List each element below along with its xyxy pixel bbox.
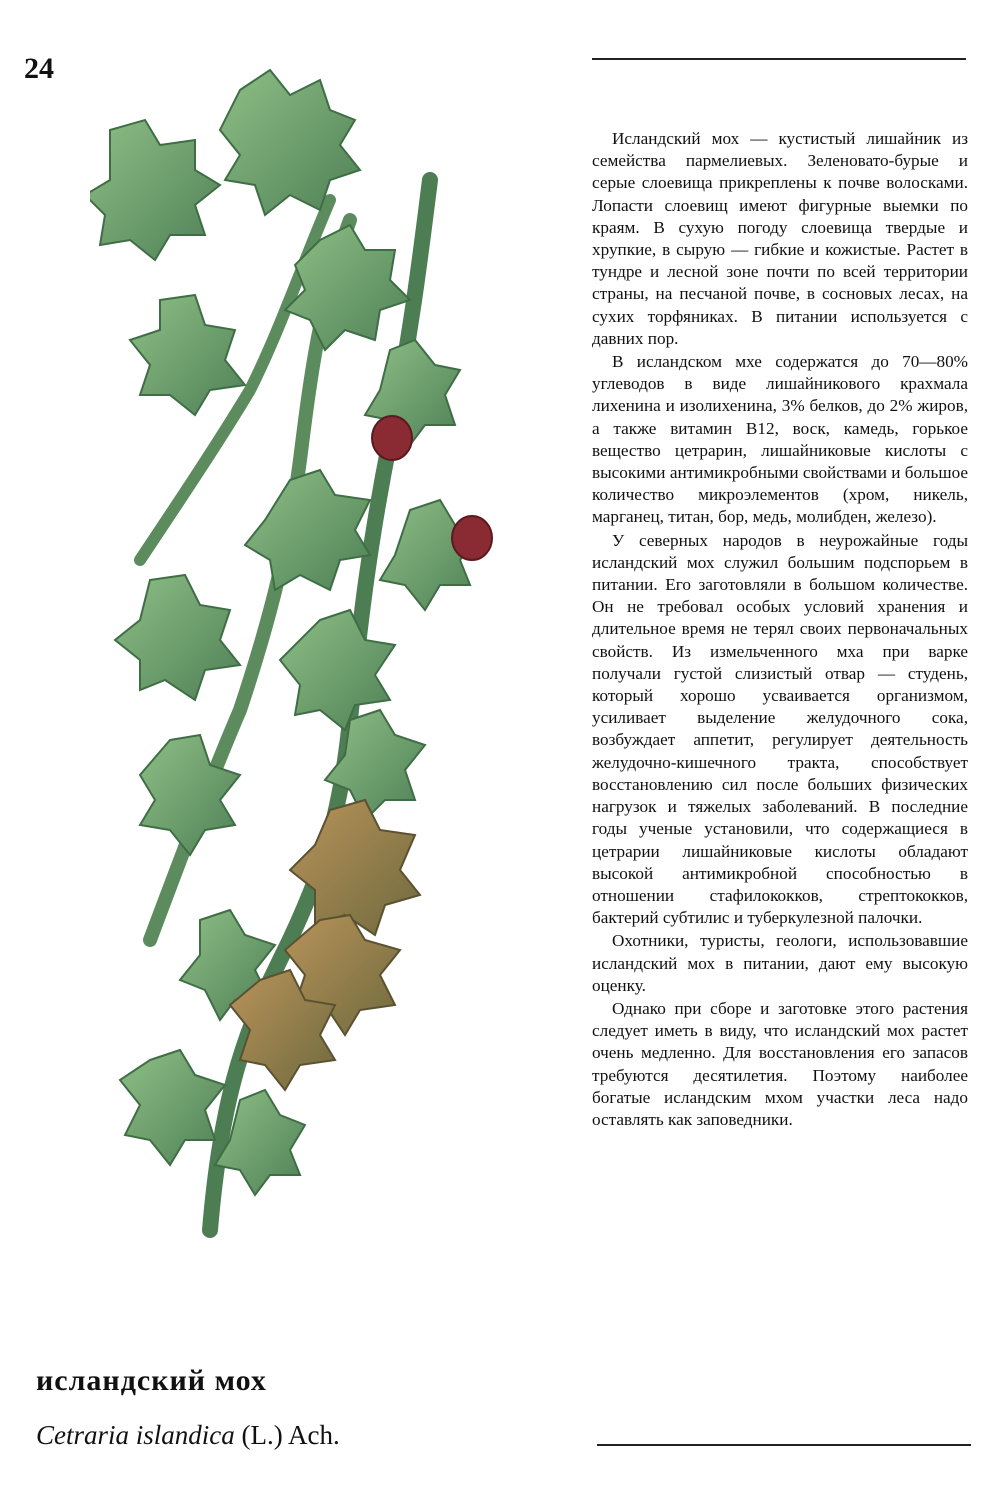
plant-name: исландский мох (36, 1364, 267, 1397)
paragraph-4: Охотники, туристы, геологи, использовавшие исландский мох в питании, дают ему высокую оценку. (592, 931, 968, 995)
top-rule (592, 58, 966, 60)
paragraph-3: У северных народов в неурожайные годы исландский мох служил большим подспорьем в питании. Его заготовляли в большом количестве. Он не требовал особых условий хранения и длительное время не терял своих первоначальных свойств. Из измельченного мха при варке получали густой слизистый отвар — студень, который хорошо усваивается организмом, усиливает выделение желудочного сока, возбуждает аппетит, регулирует деятельность желудочно-кишечного тракта, способствует восстановлению сил после больших физических нагрузок и тяжелых заболеваний. В последние годы ученые установили, что содержащиеся в цетрарии лишайниковые кислоты обладают высокой антимикробной способностью в отношении стафилококков, стрептококков, бактерий субтилис и туберкулезной палочки. (592, 530, 968, 928)
latin-author-paren: (L.) (241, 1420, 283, 1450)
body-text (592, 128, 968, 1132)
latin-author: Ach. (288, 1420, 340, 1450)
latin-genus-species: Cetraria islandica (36, 1420, 235, 1450)
page-number: 24 (24, 52, 54, 85)
latin-name (36, 1420, 340, 1451)
paragraph-1: Исландский мох — кустистый лишайник из семейства пармелиевых. Зеленовато-бурые и серые слоевища прикреплены к почве волосками. Лопасти слоевищ имеют фигурные выемки по краям. В сухую погоду слоевища твердые и хрупкие, в сырую — гибкие и кожистые. Растет в тундре и лесной зоне почти по всей территории страны, на песчаной почве, в сосновых лесах, на сухих торфяниках. В питании используется с давних пор. (592, 129, 968, 348)
lichen-illustration (90, 60, 510, 1280)
paragraph-5: Однако при сборе и заготовке этого растения следует иметь в виду, что исландский мох растет очень медленно. Для восстановления его запасов требуются десятилетия. Поэтому наиболее богатые исландским мхом участки леса надо оставлять как заповедники. (592, 998, 968, 1129)
bottom-rule (597, 1444, 971, 1446)
paragraph-2: В исландском мхе содержатся до 70—80% углеводов в виде лишайникового крахмала лихенина и изолихенина, 3% белков, до 2% жиров, а также витамин B12, воск, камедь, горькое вещество цетрарин, лишайниковые кислоты с высокими антимикробными свойствами и большое количество микроэлементов (хром, никель, марганец, титан, бор, медь, молибден, железо). (592, 352, 968, 527)
